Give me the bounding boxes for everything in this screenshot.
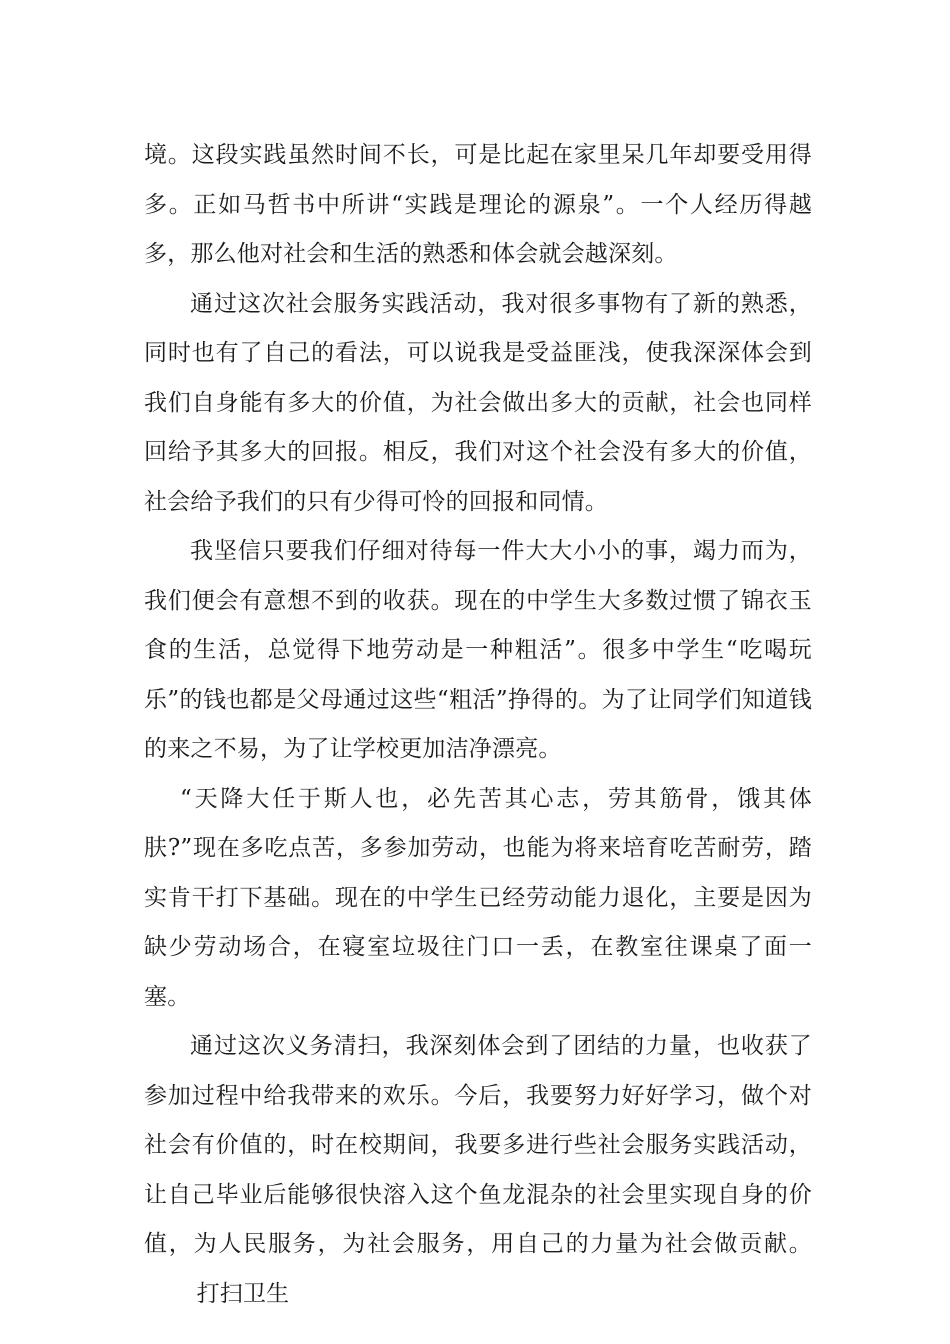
body-text (144, 131, 812, 1319)
paragraph-1: 境。这段实践虽然时间不长，可是比起在家里呆几年却要受用得多。正如马哲书中所讲“实践是理论的源泉”。一个人经历得越多，那么他对社会和生活的熟悉和体会就会越深刻。 (144, 142, 812, 267)
paragraph-3: 我坚信只要我们仔细对待每一件大大小小的事，竭力而为，我们便会有意想不到的收获。现在的中学生大多数过惯了锦衣玉食的生活，总觉得下地劳动是一种粗活”。很多中学生“吃喝玩乐”的钱也都是父母通过这些“粗活”挣得的。为了让同学们知道钱的来之不易，为了让学校更加洁净漂亮。 (144, 538, 812, 762)
paragraph-4: “天降大任于斯人也，必先苦其心志，劳其筋骨，饿其体肤?”现在多吃点苦，多参加劳动，也能为将来培育吃苦耐劳，踏实肯干打下基础。现在的中学生已经劳动能力退化，主要是因为缺少劳动场合，在寝室垃圾往门口一丢，在教室往课桌了面一塞。 (144, 785, 812, 1010)
paragraph-5-text: 通过这次义务清扫，我深刻体会到了团结的力量，也收获了参加过程中给我带来的欢乐。今后，我要努力好好学习，做个对社会有价值的，时在校期间，我要多进行些社会服务实践活动，让自己毕业后能够很快溶入这个鱼龙混杂的社会里实现自身的价值，为人民服务，为社会服务，用自己的力量为社会做贡献。 (144, 1033, 812, 1257)
paragraph-5 (144, 1022, 812, 1319)
paragraph-5-trailing: 打扫卫生 (196, 1280, 290, 1307)
paragraph-2: 通过这次社会服务实践活动，我对很多事物有了新的熟悉，同时也有了自己的看法，可以说我是受益匪浅，使我深深体会到我们自身能有多大的价值，为社会做出多大的贡献，社会也同样回给予其多大的回报。相反，我们对这个社会没有多大的价值，社会给予我们的只有少得可怜的回报和同情。 (144, 290, 812, 515)
